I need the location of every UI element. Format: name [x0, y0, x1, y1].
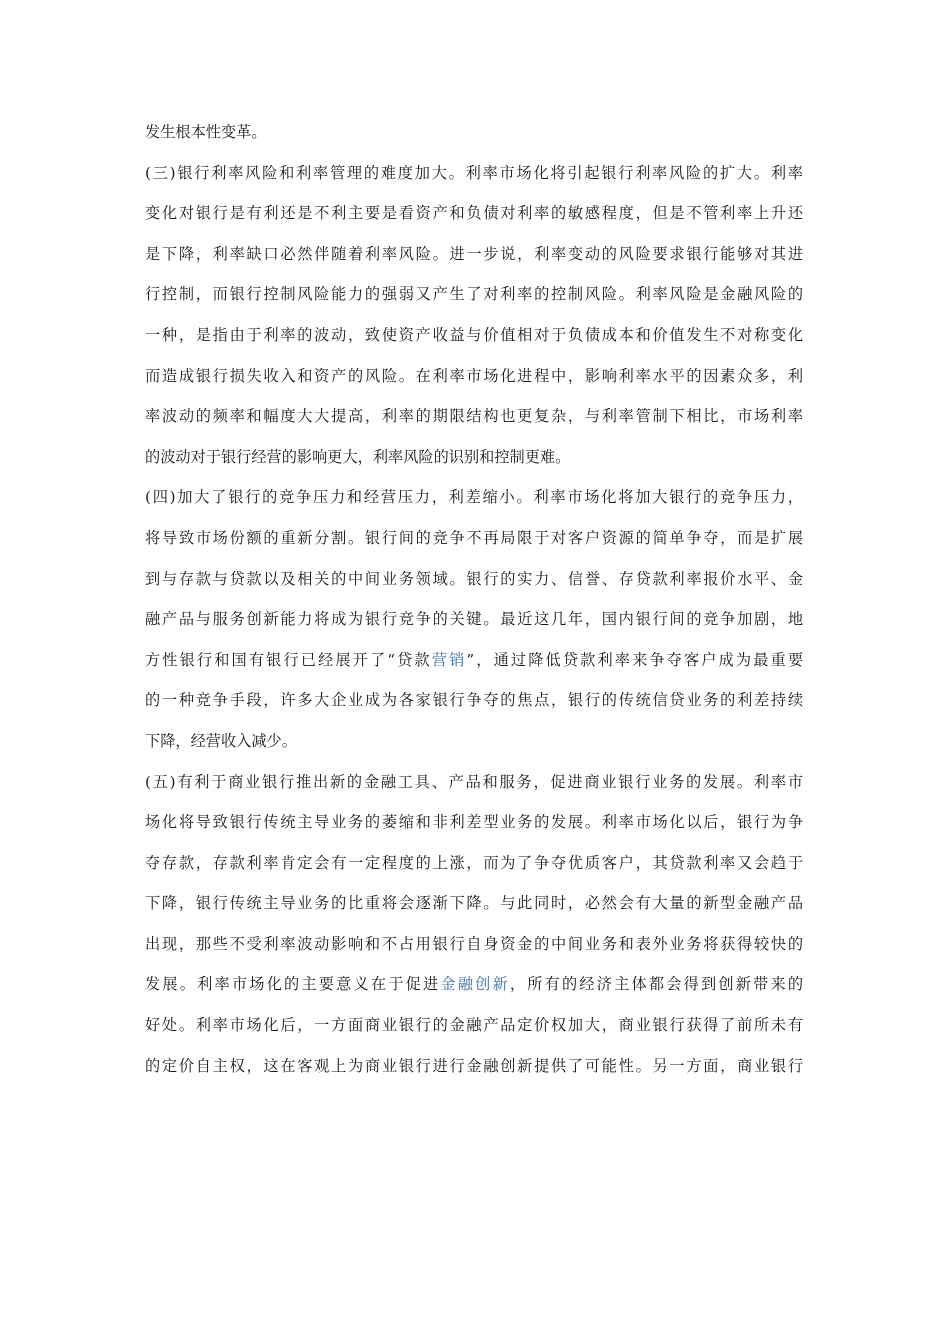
text-segment: 将导致市场份额的重新分割。银行间的竞争不再局限于对客户资源的简单争夺，而是扩展	[145, 528, 803, 547]
text-segment: ，所有的经济主体都会得到创新带来的	[509, 975, 803, 994]
text-line	[145, 883, 803, 924]
text-segment: 的定价自主权，这在客观上为商业银行进行金融创新提供了可能性。另一方面，商业银行	[145, 1056, 803, 1075]
text-segment: 出现，那些不受利率波动影响和不占用银行自身资金的中间业务和表外业务将获得较快的	[145, 934, 803, 953]
text-segment: 发展。利率市场化的主要意义在于促进	[145, 975, 441, 994]
text-segment: 到与存款与贷款以及相关的中间业务领域。银行的实力、信誉、存贷款利率报价水平、金	[145, 569, 803, 588]
text-line	[145, 437, 803, 478]
text-line	[145, 396, 803, 437]
text-segment: 率波动的频率和幅度大大提高，利率的期限结构也更复杂，与利率管制下相比，市场利率	[145, 407, 803, 426]
text-segment: 发生根本性变革。	[145, 123, 267, 141]
text-line	[145, 477, 803, 518]
text-line	[145, 153, 803, 194]
text-line	[145, 802, 803, 843]
text-line	[145, 193, 803, 234]
text-segment: 的波动对于银行经营的影响更大，利率风险的识别和控制更难。	[145, 447, 571, 466]
text-line	[145, 234, 803, 275]
text-segment: ”，通过降低贷款利率来争夺客户成为最重要	[466, 650, 803, 669]
text-segment: 的一种竞争手段，许多大企业成为各家银行争夺的焦点，银行的传统信贷业务的利差持续	[145, 691, 803, 710]
text-line	[145, 680, 803, 721]
text-line	[145, 274, 803, 315]
text-segment: (五)有利于商业银行推出新的金融工具、产品和服务，促进商业银行业务的发展。利率市	[145, 772, 803, 791]
text-line	[145, 762, 803, 803]
text-line	[145, 112, 803, 153]
text-line	[145, 640, 803, 681]
text-segment: 融产品与服务创新能力将成为银行竞争的关键。最近这几年，国内银行间的竞争加剧，地	[145, 610, 803, 629]
text-line	[145, 721, 803, 762]
text-line	[145, 1005, 803, 1046]
text-line	[145, 1046, 803, 1087]
text-line	[145, 964, 803, 1005]
text-line	[145, 924, 803, 965]
inline-link[interactable]: 金融创新	[440, 975, 510, 994]
text-segment: 是下降，利率缺口必然伴随着利率风险。进一步说，利率变动的风险要求银行能够对其进	[145, 244, 803, 263]
text-segment: (三)银行利率风险和利率管理的难度加大。利率市场化将引起银行利率风险的扩大。利率	[145, 163, 803, 182]
text-segment: 行控制，而银行控制风险能力的强弱又产生了对利率的控制风险。利率风险是金融风险的	[145, 285, 803, 304]
text-segment: 一种，是指由于利率的波动，致使资产收益与价值相对于负债成本和价值发生不对称变化	[145, 325, 803, 344]
text-segment: 下降，银行传统主导业务的比重将会逐渐下降。与此同时，必然会有大量的新型金融产品	[145, 894, 803, 913]
text-line	[145, 518, 803, 559]
text-line	[145, 315, 803, 356]
text-segment: 变化对银行是有利还是不利主要是看资产和负债对利率的敏感程度，但是不管利率上升还	[145, 204, 803, 223]
text-segment: 夺存款，存款利率肯定会有一定程度的上涨，而为了争夺优质客户，其贷款利率又会趋于	[145, 853, 803, 872]
text-segment: 而造成银行损失收入和资产的风险。在利率市场化进程中，影响利率水平的因素众多，利	[145, 366, 803, 385]
text-line	[145, 559, 803, 600]
text-segment: (四)加大了银行的竞争压力和经营压力，利差缩小。利率市场化将加大银行的竞争压力，	[145, 488, 803, 507]
text-segment: 好处。利率市场化后，一方面商业银行的金融产品定价权加大，商业银行获得了前所未有	[145, 1016, 803, 1035]
text-segment: 方性银行和国有银行已经展开了“贷款	[145, 650, 432, 669]
inline-link[interactable]: 营销	[431, 650, 467, 669]
document-page	[145, 112, 803, 1086]
text-line	[145, 599, 803, 640]
text-segment: 场化将导致银行传统主导业务的萎缩和非利差型业务的发展。利率市场化以后，银行为争	[145, 813, 803, 832]
text-line	[145, 356, 803, 397]
text-segment: 下降，经营收入减少。	[145, 731, 297, 750]
text-line	[145, 843, 803, 884]
